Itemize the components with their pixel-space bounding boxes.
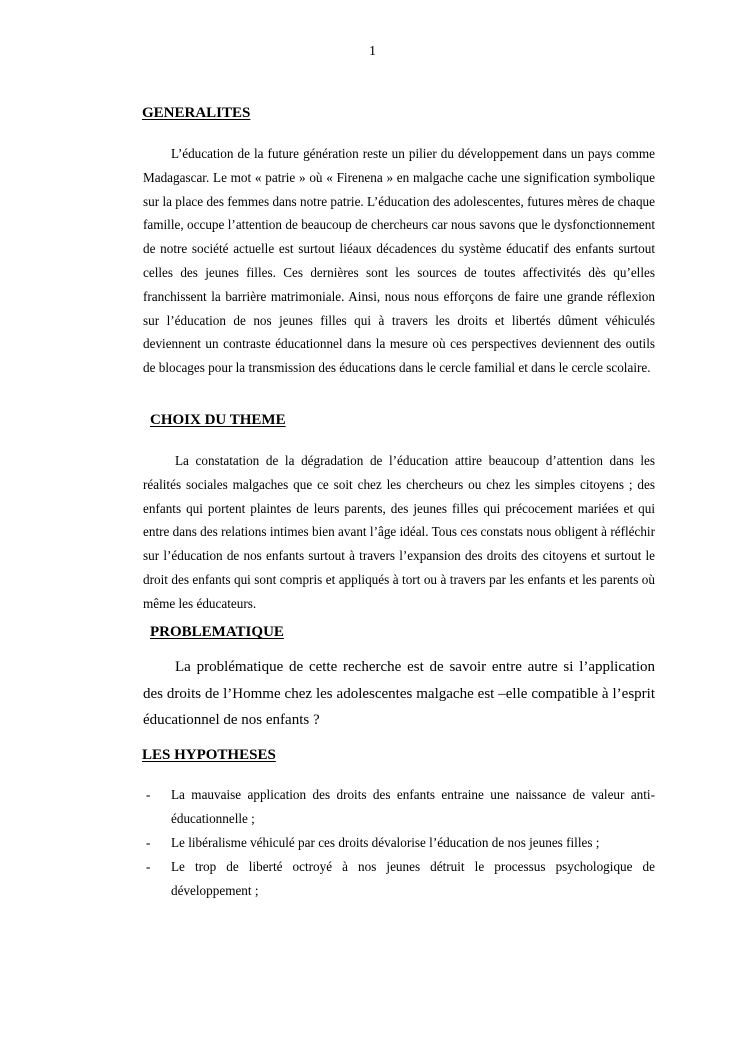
hypothesis-item: [143, 831, 655, 855]
paragraph-choix-du-theme: La constatation de la dégradation de l’éducation attire beaucoup d’attention dans les réalités sociales malgaches que ce soit chez les chercheurs ou chez les simples citoyens ; des enfants qui portent plaintes de leurs parents, des jeunes filles qui précocement mariées et qui entre dans des relations intimes bien avant l’âge idéal. Tous ces constats nous obligent à réfléchir sur l’éducation de nos enfants surtout à travers l’expansion des droits des citoyens et surtout le droit des enfants qui sont compris et appliqués à tort ou à travers par les enfants et les parents où même les éducateurs.: [143, 453, 655, 611]
paragraph-problematique: La problématique de cette recherche est de savoir entre autre si l’application des droits de l’Homme chez les adolescentes malgache est –elle compatible à l’esprit éducationnel de nos enfants ?: [143, 659, 655, 728]
page-number: 1: [369, 44, 376, 59]
hypothesis-text: La mauvaise application des droits des enfants entraine une naissance de valeur anti-éducationnelle ;: [171, 787, 655, 826]
list-bullet: -: [146, 787, 151, 802]
hypothesis-text: Le libéralisme véhiculé par ces droits dévalorise l’éducation de nos jeunes filles ;: [171, 835, 600, 850]
hypothesis-item: [143, 783, 655, 831]
heading-hypotheses: LES HYPOTHESES: [142, 747, 276, 763]
heading-choix-du-theme: CHOIX DU THEME: [150, 412, 286, 428]
heading-problematique: PROBLEMATIQUE: [150, 624, 284, 640]
hypotheses-list: [143, 783, 655, 903]
list-bullet: -: [146, 835, 151, 850]
list-bullet: -: [146, 859, 151, 874]
hypothesis-text: Le trop de liberté octroyé à nos jeunes détruit le processus psychologique de développement ;: [171, 859, 655, 898]
paragraph-generalites: L’éducation de la future génération reste un pilier du développement dans un pays comme Madagascar. Le mot « patrie » où « Firenena » en malgache cache une signification symbolique sur la place des femmes dans notre patrie. L’éducation des adolescentes, futures mères de chaque famille, occupe l’attention de beaucoup de chercheurs car nous savons que le dysfonctionnement de notre société actuelle est surtout liéaux décadences du système éducatif des enfants surtout celles des jeunes filles. Ces dernières sont les sources de toutes affectivités dès qu’elles franchissent la barrière matrimoniale. Ainsi, nous nous efforçons de faire une grande réflexion sur l’éducation de nos jeunes filles qui à travers les droits et libertés dûment véhiculés deviennent un contraste éducationnel dans la mesure où ces perspectives deviennent des outils de blocages pour la transmission des éducations dans le cercle familial et dans le cercle scolaire.: [143, 146, 655, 376]
hypothesis-item: [143, 855, 655, 903]
heading-generalites: GENERALITES: [142, 105, 251, 121]
